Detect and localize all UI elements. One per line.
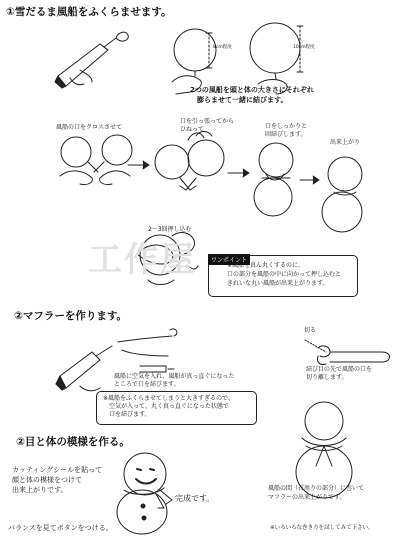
button-lower: [142, 516, 146, 520]
size-label-small: 8cm程度: [213, 45, 232, 50]
neck-note: ※いろいろな巻き方を試してみて下さい。: [270, 525, 374, 531]
size-label-large: 10cm程度: [293, 45, 315, 50]
balloon-pump-illustration: [55, 32, 128, 88]
arrowhead-2: [243, 169, 249, 177]
decorated-snowman-illustration: [117, 453, 172, 534]
complete-caption: 完成です。: [175, 494, 215, 503]
cut-caption-line1: 結び目の先で風船の口を: [306, 366, 373, 373]
twist-caption-line2: ひねって: [180, 126, 205, 133]
step1-note-line2: 膨らませて一緒に結びます。: [197, 96, 288, 104]
twist-caption-line1: 口を引っ張ってから: [180, 118, 235, 125]
step2-note-line2: 空気が入って、丸く真っ直ぐになった状態で: [109, 403, 229, 410]
onepoint-box: [208, 255, 358, 297]
arrowhead-1: [143, 161, 149, 169]
step2-air-line1: 風船に空気を入れ、風船が真っ直ぐになった: [114, 373, 235, 380]
step2-note-box: [96, 391, 257, 425]
tie-caption-line2: 固結びします。: [265, 131, 307, 138]
two-balloons-illustration: [172, 23, 303, 94]
tie-caption-line1: 口をしっかりと: [265, 123, 308, 130]
neck-caption-line2: マフラーの出来上がりです。: [268, 494, 346, 501]
step3-heading: ②目と体の模様を作る。: [16, 436, 130, 448]
onepoint-line3: きれいな丸い風船が出来上がります。: [227, 280, 329, 287]
step2-air-line2: ところで口を結びます。: [114, 381, 180, 388]
watermark: 工作屋: [88, 240, 196, 280]
arrowhead-3: [313, 176, 319, 184]
cross-balloons-illustration: [60, 135, 132, 185]
button-caption: バランスを見てボタンをつける。: [8, 524, 113, 532]
sticker-caption-line3: 出来上がりです。: [12, 486, 68, 494]
step1-heading: ①雪だるま風船をふくらませます。: [6, 6, 172, 18]
cut-balloon-illustration: [305, 340, 390, 365]
button-upper: [141, 504, 145, 508]
step1-note-line1: 2つの風船を頭と体の大きさにそれぞれ: [190, 86, 314, 94]
cross-caption: 風船の口をクロスさせて: [56, 124, 123, 131]
onepoint-label: ワンポイント: [208, 254, 250, 265]
push-caption: 2〜3回押し込む: [148, 226, 192, 233]
onepoint-line1: ※風船を真ん丸くするのに、: [227, 262, 305, 269]
finished-snowman-balloon: [322, 157, 362, 232]
done-caption: 出来上がり: [330, 139, 361, 146]
knotted-balloons-illustration: [254, 143, 293, 216]
cut-caption-line2: 切り離します。: [306, 374, 348, 381]
sticker-caption-line1: カッティングシールを貼って: [12, 466, 103, 474]
step2-heading: ②マフラーを作ります。: [14, 310, 128, 322]
muffler-snowman-illustration: [296, 402, 352, 498]
onepoint-line2: 口の部分を風船の中に向かって押し込むと: [227, 271, 342, 278]
step2-note-line3: 口を結びます。: [109, 411, 151, 418]
neck-caption-line1: 風船の間（首周りの部分）に巻いて: [268, 485, 365, 492]
sticker-caption-line2: 顔と体の模様をつけて: [12, 476, 82, 484]
twist-balloons-illustration: [155, 132, 224, 191]
cut-label: 切る: [304, 327, 317, 334]
step2-note-line1: ※風船をふくらませてしまうと大きすぎるので、: [103, 395, 234, 402]
